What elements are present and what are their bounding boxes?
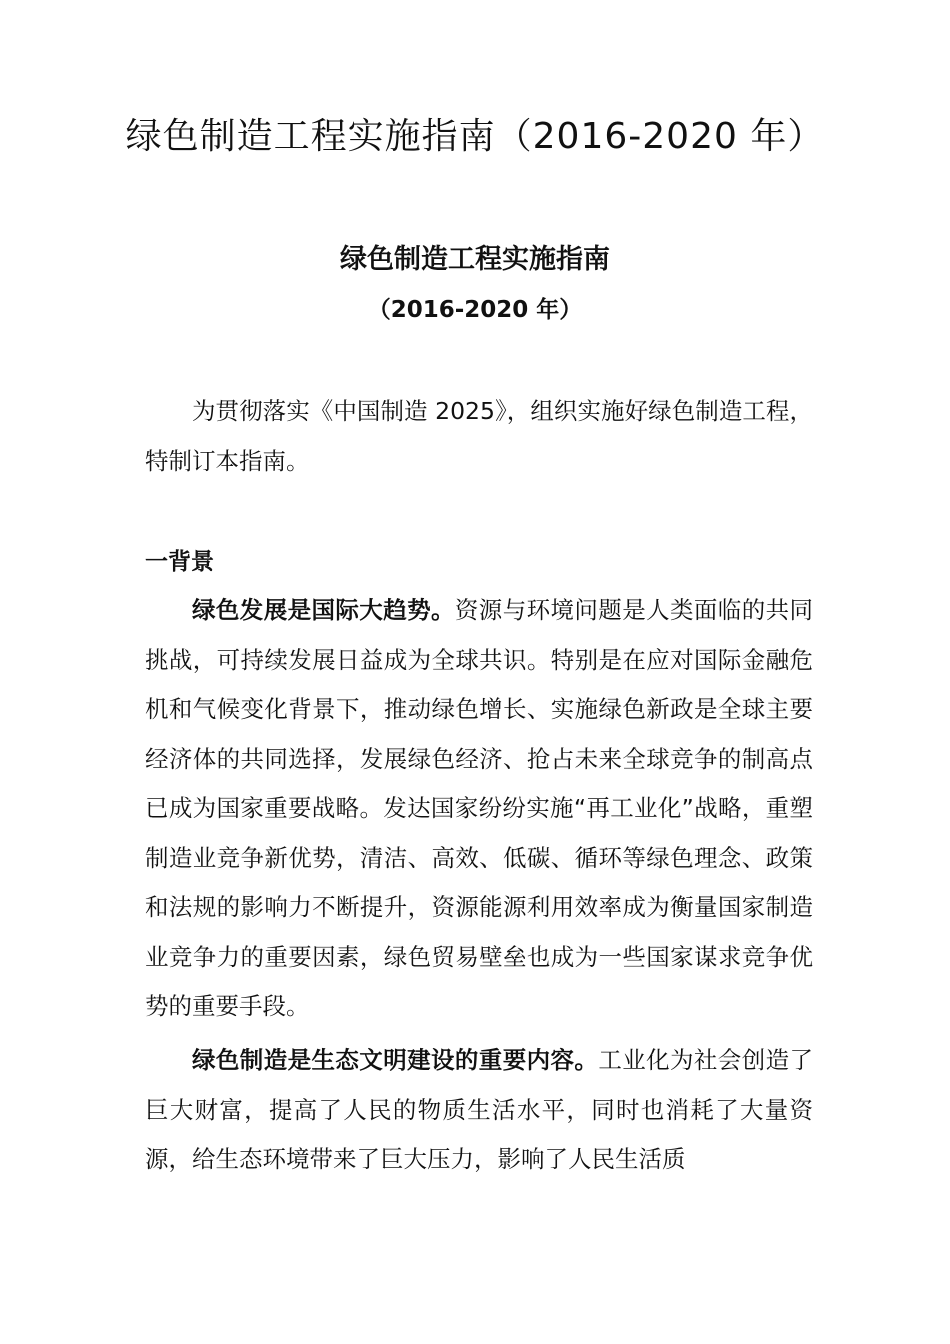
- section-heading-background: 一背景: [145, 549, 214, 575]
- paragraph-1-lead: 绿色发展是国际大趋势。: [192, 596, 455, 624]
- intro-paragraph: 为贯彻落实《中国制造 2025》，组织实施好绿色制造工程，特制订本指南。: [145, 397, 813, 475]
- document-title: 绿色制造工程实施指南（2016-2020 年）: [125, 116, 825, 157]
- paragraph-2-lead: 绿色制造是生态文明建设的重要内容。: [192, 1046, 599, 1074]
- paragraph-2: [145, 1036, 813, 1185]
- document-subtitle-year: （2016-2020 年）: [367, 297, 583, 323]
- document-subtitle: 绿色制造工程实施指南: [340, 244, 610, 275]
- paragraph-2-text: 工业化为社会创造了巨大财富，提高了人民的物质生活水平，同时也消耗了大量资源，给生态环境带来了巨大压力，影响了人民生活质: [145, 1046, 814, 1173]
- paragraph-1: [145, 586, 813, 1032]
- paragraph-1-text: 资源与环境问题是人类面临的共同挑战，可持续发展日益成为全球共识。特别是在应对国际金融危机和气候变化背景下，推动绿色增长、实施绿色新政是全球主要经济体的共同选择，发展绿色经济、抢占未来全球竞争的制高点已成为国家重要战略。发达国家纷纷实施“再工业化”战略，重塑制造业竞争新优势，清洁、高效、低碳、循环等绿色理念、政策和法规的影响力不断提升，资源能源利用效率成为衡量国家制造业竞争力的重要因素，绿色贸易壁垒也成为一些国家谋求竞争优势的重要手段。: [145, 596, 814, 1020]
